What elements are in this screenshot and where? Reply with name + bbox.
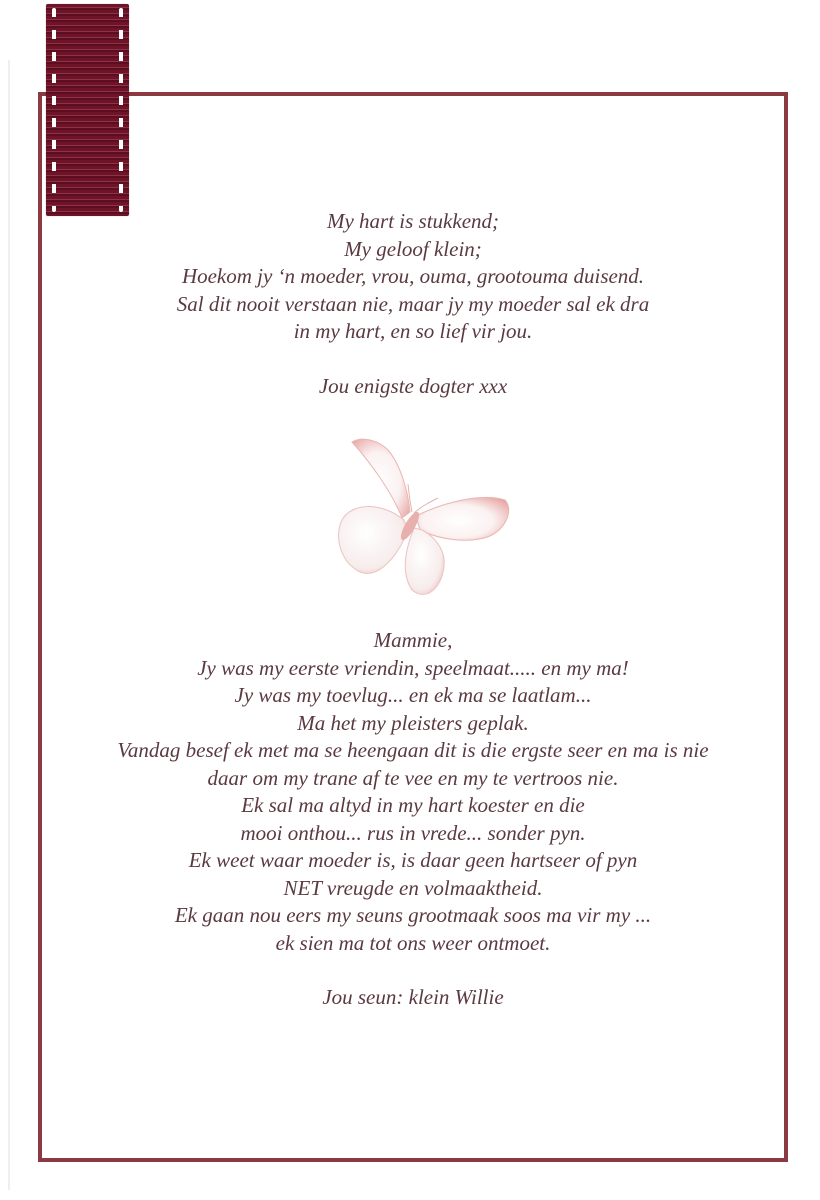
poem-line: daar om my trane af te vee en my te vertroos nie.: [207, 765, 619, 790]
poem-line: Jy was my eerste vriendin, speelmaat..... en my ma!: [197, 655, 629, 680]
poem-line: NET vreugde en volmaaktheid.: [283, 875, 543, 900]
poem-line: Hoekom jy ‘n moeder, vrou, ouma, grootouma duisend.: [181, 264, 645, 288]
poem-line: Mammie,: [373, 628, 453, 652]
poem-line: My hart is stukkend;: [326, 209, 500, 233]
signature-daughter: Jou enigste dogter xxx: [318, 373, 508, 398]
card-edge: [8, 60, 10, 1190]
butterfly-icon: [330, 432, 520, 607]
poem-line: Vandag besef ek met ma se heengaan dit is die ergste seer en ma is nie: [117, 738, 709, 762]
poem-line: Sal dit nooit verstaan nie, maar jy my moeder sal ek dra: [176, 291, 650, 316]
poem-line: Ma het my pleisters geplak.: [297, 710, 529, 735]
poem-line: Ek sal ma altyd in my hart koester en die: [241, 793, 585, 817]
poem-son: [42, 627, 784, 1012]
ribbon-decoration: [46, 4, 129, 216]
poem-line: in my hart, en so lief vir jou.: [293, 319, 533, 343]
poem-line: ek sien ma tot ons weer ontmoet.: [275, 930, 551, 955]
poem-daughter: [42, 208, 784, 400]
poem-line: Ek gaan nou eers my seuns grootmaak soos ma vir my ...: [174, 903, 652, 927]
ribbon-stitch-left: [52, 8, 56, 212]
poem-line: Ek weet waar moeder is, is daar geen hartseer of pyn: [188, 848, 638, 872]
ribbon-stitch-right: [119, 8, 123, 212]
poem-line: mooi onthou... rus in vrede... sonder pyn.: [240, 820, 586, 845]
poem-line: Jy was my toevlug... en ek ma se laatlam...: [234, 683, 592, 707]
signature-son: Jou seun: klein Willie: [322, 985, 504, 1009]
poem-line: My geloof klein;: [344, 236, 482, 261]
